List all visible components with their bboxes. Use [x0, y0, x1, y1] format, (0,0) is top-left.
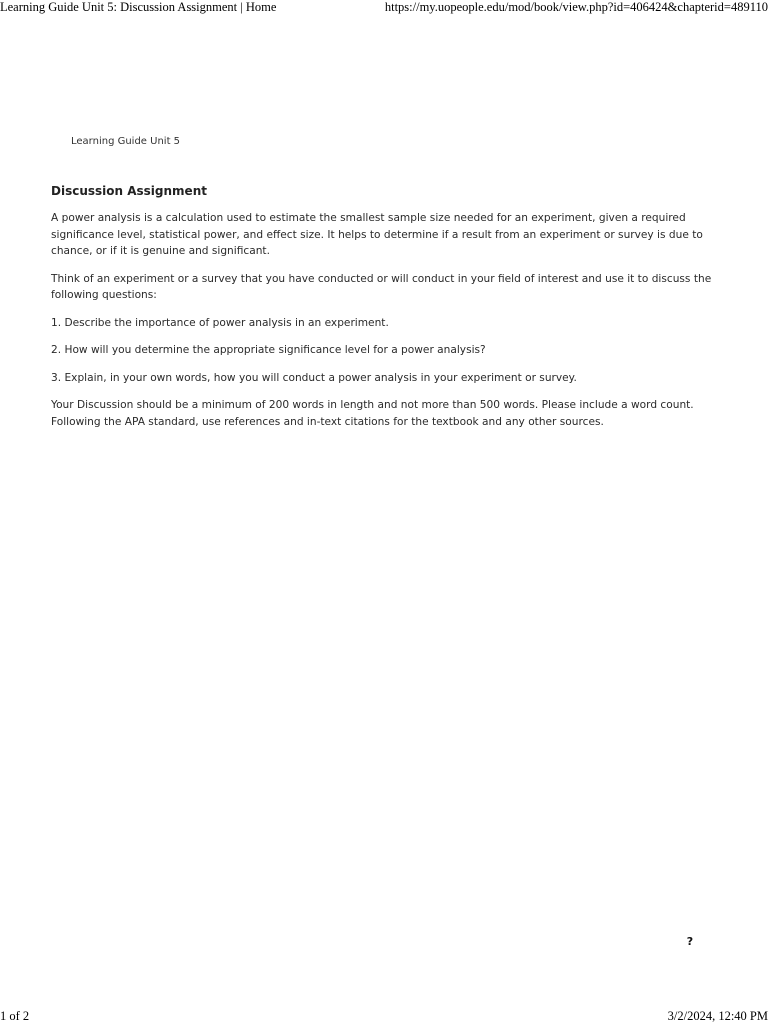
breadcrumb[interactable]: Learning Guide Unit 5 [71, 136, 181, 147]
question-1: 1. Describe the importance of power analysis in an experiment. [51, 316, 389, 329]
print-url: https://my.uopeople.edu/mod/book/view.php?id=406424&chapterid=489110 [384, 0, 768, 14]
page-title: Discussion Assignment [51, 184, 207, 198]
print-datetime: 3/2/2024, 12:40 PM [667, 1009, 768, 1023]
intro-paragraph: A power analysis is a calculation used to estimate the smallest sample size needed for an experiment, given a required significance level, statistical power, and effect size. It helps to determine if a result from an experiment or survey is due to chance, or if it is genuine and significant. [51, 212, 703, 257]
help-button[interactable]: ? [686, 935, 694, 948]
instructions-paragraph: Think of an experiment or a survey that you have conducted or will conduct in your field of interest and use it to discuss the following questions: [51, 272, 712, 301]
book-chapter-content [51, 135, 721, 441]
print-page-number: 1 of 2 [0, 1009, 30, 1023]
question-2: 2. How will you determine the appropriate significance level for a power analysis? [51, 344, 486, 356]
print-footer [0, 1009, 768, 1024]
print-header [0, 0, 768, 16]
print-page-title: Learning Guide Unit 5: Discussion Assignment | Home [0, 0, 277, 14]
requirements-paragraph: Your Discussion should be a minimum of 200 words in length and not more than 500 words. Please include a word count. Following the APA standard, use references and in-text citations for the textbook and any other sources. [51, 399, 694, 428]
question-3: 3. Explain, in your own words, how you will conduct a power analysis in your experiment or survey. [51, 371, 577, 384]
